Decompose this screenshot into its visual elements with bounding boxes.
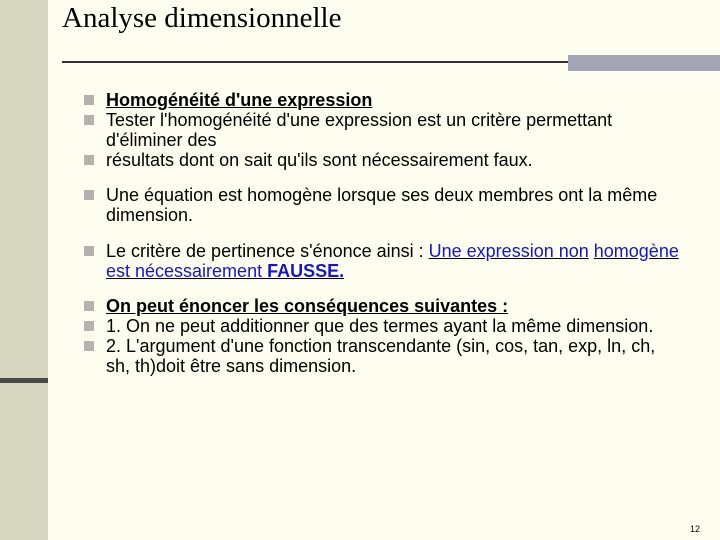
square-bullet-icon bbox=[84, 321, 94, 331]
square-bullet-icon bbox=[84, 301, 94, 311]
square-bullet-icon bbox=[84, 190, 94, 200]
square-bullet-icon bbox=[84, 341, 94, 351]
criterion-link-bold: FAUSSE. bbox=[267, 261, 345, 281]
slide-content bbox=[84, 90, 684, 376]
criterion-link[interactable]: Une expression non bbox=[428, 241, 589, 261]
slide-title: Analyse dimensionnelle bbox=[62, 2, 342, 34]
bullet-item bbox=[84, 316, 684, 336]
side-accent-bar bbox=[0, 378, 48, 383]
bullet-item bbox=[84, 150, 684, 170]
square-bullet-icon bbox=[84, 246, 94, 256]
bullet-item bbox=[84, 241, 684, 281]
side-strip bbox=[0, 0, 48, 540]
bullet-text: Une équation est homogène lorsque ses deux membres ont la même dimension. bbox=[106, 185, 658, 225]
bullet-group-equation bbox=[84, 185, 684, 225]
criterion-link-text: homogène est nécessairement bbox=[106, 241, 679, 281]
bullet-text: 2. L'argument d'une fonction transcendante (sin, cos, tan, exp, ln, ch, sh, th)doit être sans dimension. bbox=[106, 336, 656, 376]
bullet-item bbox=[84, 336, 684, 376]
bullet-item bbox=[84, 90, 684, 110]
bullet-text: On peut énoncer les conséquences suivantes : bbox=[106, 296, 509, 316]
bullet-group-criterion bbox=[84, 241, 684, 281]
bullet-item bbox=[84, 110, 684, 150]
bullet-item bbox=[84, 296, 684, 316]
bullet-item bbox=[84, 185, 684, 225]
square-bullet-icon bbox=[84, 95, 94, 105]
bullet-text: Homogénéité d'une expression bbox=[106, 90, 373, 110]
bullet-group-homogeneity bbox=[84, 90, 684, 170]
bullet-group-consequences bbox=[84, 296, 684, 376]
title-accent-block bbox=[568, 55, 720, 71]
title-underline bbox=[62, 61, 570, 63]
square-bullet-icon bbox=[84, 155, 94, 165]
bullet-text: 1. On ne peut additionner que des termes ayant la même dimension. bbox=[106, 316, 654, 336]
page-number: 12 bbox=[690, 524, 701, 534]
bullet-text: Tester l'homogénéité d'une expression est un critère permettant d'éliminer des bbox=[106, 110, 613, 150]
bullet-text: Le critère de pertinence s'énonce ainsi : bbox=[106, 241, 429, 261]
bullet-text: résultats dont on sait qu'ils sont nécessairement faux. bbox=[106, 150, 533, 170]
square-bullet-icon bbox=[84, 115, 94, 125]
